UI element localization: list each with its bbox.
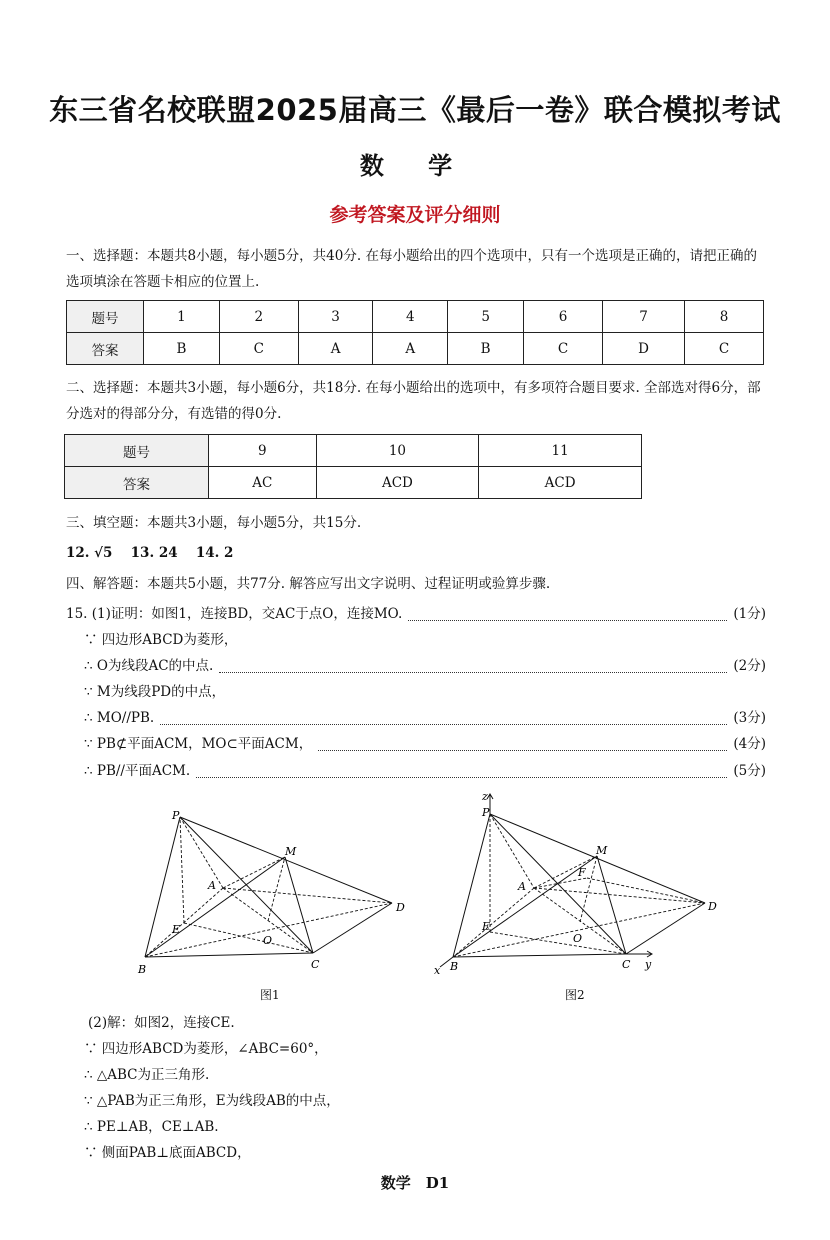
fig2-label-y: y (645, 958, 652, 971)
proof-text: ∵ PB⊄平面ACM，MO⊂平面ACM， (84, 736, 313, 752)
fig1-label-e: E (172, 923, 181, 936)
table-cell: 6 (524, 301, 603, 333)
fig2-label-z: z (482, 790, 488, 803)
fig2-label-o: O (573, 932, 583, 945)
fig2-label-c: C (622, 958, 631, 971)
leader-dots (318, 738, 727, 751)
fig2-label-e: E (482, 920, 491, 933)
table-cell: 7 (602, 301, 684, 333)
leader-dots (408, 608, 727, 621)
fig2-label-x: x (434, 964, 441, 977)
figure-2-caption: 图2 (565, 988, 585, 1002)
table-cell: C (219, 333, 298, 365)
table-cell: A (298, 333, 373, 365)
table-cell: 9 (209, 435, 317, 467)
table-cell: 2 (219, 301, 298, 333)
table-cell: A (373, 333, 448, 365)
leader-dots (196, 765, 727, 778)
points-label: (5分) (733, 763, 766, 779)
table-header-cell: 答案 (65, 467, 209, 499)
proof-text: ∵ 四边形ABCD为菱形， (84, 632, 238, 648)
fig2-label-a: A (518, 880, 526, 893)
section2-answer-table (64, 434, 642, 499)
table-cell: 5 (448, 301, 524, 333)
figure-1-caption: 图1 (260, 988, 280, 1002)
table-cell: 4 (373, 301, 448, 333)
fig2-label-b: B (450, 960, 459, 973)
proof-line (84, 627, 784, 653)
fig1-label-b: B (138, 963, 147, 976)
table-cell: ACD (316, 467, 479, 499)
fig1-label-d: D (396, 901, 405, 914)
fig2-label-d: D (708, 900, 717, 913)
table-cell: 10 (316, 435, 479, 467)
table-cell: D (602, 333, 684, 365)
fig1-label-a: A (208, 879, 216, 892)
proof-line (84, 653, 766, 679)
fig2-label-m: M (596, 844, 608, 857)
subject-title: 数 学 (359, 152, 471, 180)
table-cell: C (685, 333, 764, 365)
table-cell: 3 (298, 301, 373, 333)
proof-line (84, 758, 766, 784)
proof-text: ∴ MO//PB. (84, 710, 155, 726)
proof-line (84, 731, 766, 757)
fig1-label-p: P (172, 809, 180, 822)
section3-instructions: 三、填空题：本题共3小题，每小题5分，共15分. (66, 515, 362, 531)
section4-instructions: 四、解答题：本题共5小题，共77分. 解答应写出文字说明、过程证明或验算步骤. (66, 576, 551, 592)
fill-in-answers: 12. √5 13. 24 14. 2 (66, 545, 234, 561)
figure-1-diagram (130, 805, 420, 980)
table-cell: 1 (144, 301, 220, 333)
proof-text: ∴ PB//平面ACM. (84, 763, 191, 779)
section1-instructions: 一、选择题：本题共8小题，每小题5分，共40分. 在每小题给出的四个选项中，只有一个选项是正确的，请把正确的选项填涂在答题卡相应的位置上. (66, 248, 757, 290)
proof-text: 15. (1)证明：如图1，连接BD，交AC于点O，连接MO. (66, 606, 403, 622)
table-cell: 8 (685, 301, 764, 333)
figure-2-diagram (430, 790, 720, 980)
proof-text: ∴ O为线段AC的中点. (84, 658, 214, 674)
proof-text: ∵ M为线段PD的中点， (84, 684, 226, 700)
page-title: 东三省名校联盟2025届高三《最后一卷》联合模拟考试 (49, 93, 781, 127)
answer-title: 参考答案及评分细则 (329, 204, 501, 226)
leader-dots (219, 660, 727, 673)
table-cell: ACD (479, 467, 642, 499)
solution-line: ∴ △ABC为正三角形. (84, 1067, 210, 1083)
fig2-label-f: F (578, 866, 586, 879)
proof-line (84, 679, 784, 705)
solution-line: ∵ △PAB为正三角形，E为线段AB的中点， (84, 1093, 340, 1109)
fig1-label-o: O (263, 934, 273, 947)
fig1-label-m: M (285, 845, 297, 858)
proof-line (66, 601, 766, 627)
points-label: (3分) (733, 710, 766, 726)
points-label: (2分) (733, 658, 766, 674)
leader-dots (160, 712, 727, 725)
table-header-cell: 题号 (67, 301, 144, 333)
table-cell: 11 (479, 435, 642, 467)
table-header-cell: 题号 (65, 435, 209, 467)
table-cell: B (448, 333, 524, 365)
points-label: (1分) (733, 606, 766, 622)
section2-instructions: 二、选择题：本题共3小题，每小题6分，共18分. 在每小题给出的选项中，有多项符合题目要求. 全部选对得6分，部分选对的得部分分，有选错的得0分. (66, 380, 761, 422)
table-header-cell: 答案 (67, 333, 144, 365)
fig1-label-c: C (311, 958, 320, 971)
fig2-label-p: P (482, 806, 490, 819)
solution-line: ∵ 四边形ABCD为菱形，∠ABC=60°， (84, 1041, 328, 1057)
section1-answer-table (66, 300, 764, 365)
table-cell: AC (209, 467, 317, 499)
solution-line: ∴ PE⊥AB，CE⊥AB. (84, 1119, 219, 1135)
solution-line: ∵ 侧面PAB⊥底面ABCD， (84, 1145, 251, 1161)
solution-line: (2)解：如图2，连接CE. (88, 1015, 235, 1031)
table-cell: B (144, 333, 220, 365)
points-label: (4分) (733, 736, 766, 752)
proof-line (84, 705, 766, 731)
table-cell: C (524, 333, 603, 365)
page-footer: 数学 D1 (380, 1174, 450, 1192)
